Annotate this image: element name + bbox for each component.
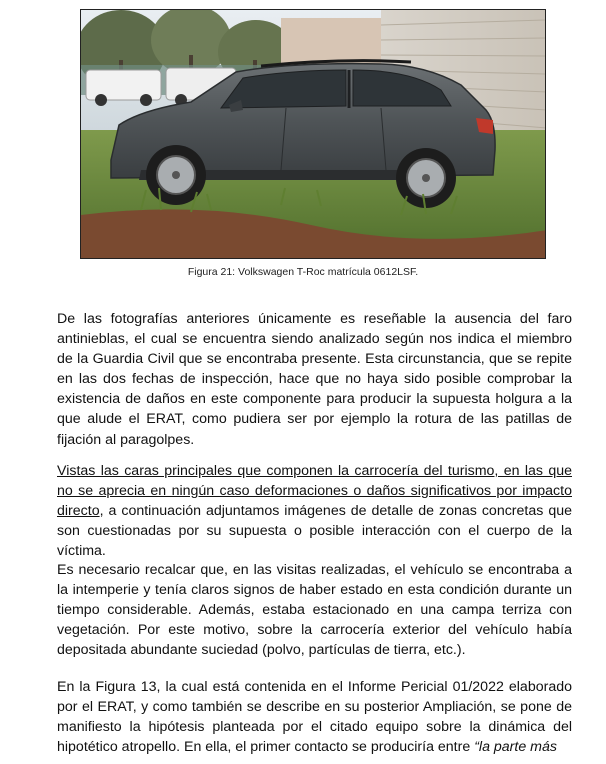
figure-caption: Figura 21: Volkswagen T-Roc matrícula 0612LSF.	[187, 266, 419, 278]
vehicle-photo	[80, 9, 546, 259]
paragraph-4-quote: “la parte más	[474, 739, 557, 756]
paragraph-2-underlined: Vistas las caras principales que componen la carrocería del turismo, en las que no se aprecia en ningún caso deformaciones o daños significativos por impacto directo	[57, 463, 572, 520]
vehicle-photo-illustration	[81, 10, 546, 259]
paragraph-2	[57, 461, 572, 561]
paragraph-4-main: En la Figura 13, la cual está contenida en el Informe Pericial 01/2022 elaborado por el ERAT, y como también se describe en su posterior Ampliación, se pone de manifiesto la hipótesis planteada por el citado equipo sobre la dinámica del hipotético atropello. En ella, el primer contacto se produciría entre	[57, 679, 572, 756]
paragraph-2-rest: , a continuación adjuntamos imágenes de detalle de zonas concretas que son cuestionadas por su supuesta o posible interacción con el cuerpo de la víctima.	[57, 503, 572, 560]
paragraph-1: De las fotografías anteriores únicamente es reseñable la ausencia del faro antinieblas, el cual se encuentra siendo analizado según nos indica el miembro de la Guardia Civil que se encontraba presente. Esta circunstancia, que se repite en las dos fechas de inspección, hace que no haya sido posible comprobar la existencia de daños en este componente para producir la supuesta holgura a la que alude el ERAT, como pudiera ser por ejemplo la rotura de las patillas de fijación al paragolpes.	[57, 311, 572, 448]
paragraph-3: Es necesario recalcar que, en las visitas realizadas, el vehículo se encontraba a la intemperie y tenía claros signos de haber estado en esta condición durante un tiempo considerable. Además, estaba estacionado en una campa terriza con vegetación. Por este motivo, sobre la carrocería exterior del vehículo había depositada abundante suciedad (polvo, partículas de tierra, etc.).	[57, 562, 572, 659]
paragraph-4	[57, 677, 572, 757]
